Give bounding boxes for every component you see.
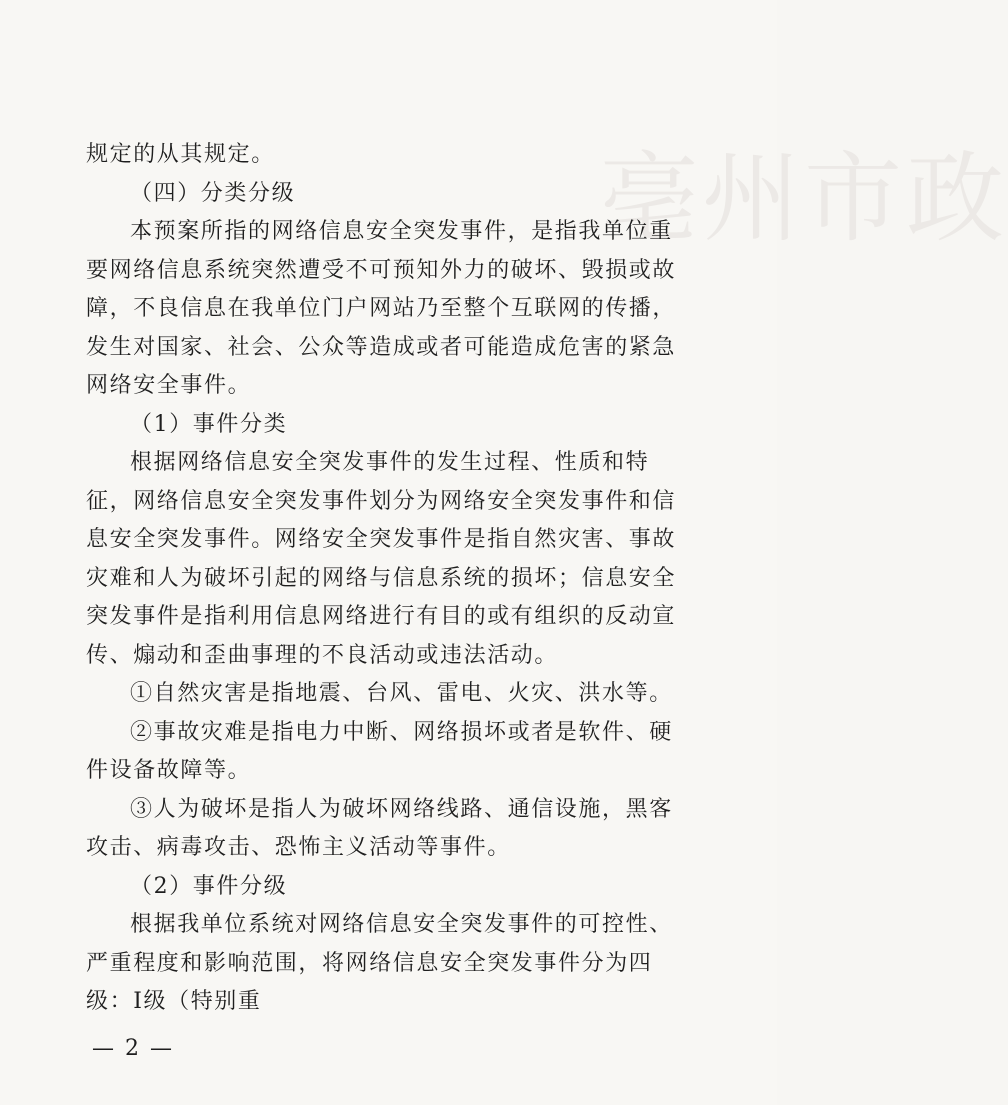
list-item: ②事故灾难是指电力中断、网络损坏或者是软件、硬件设备故障等。 bbox=[86, 719, 673, 783]
list-item: ①自然灾害是指地震、台风、雷电、火灾、洪水等。 bbox=[130, 681, 673, 706]
subsection-heading: （1）事件分类 bbox=[130, 411, 288, 437]
body-text bbox=[86, 136, 696, 1022]
paragraph: 根据我单位系统对网络信息安全突发事件的可控性、严重程度和影响范围，将网络信息安全突发事件分为四级：Ⅰ级（特别重 bbox=[86, 912, 673, 1014]
watermark: 亳州市政 bbox=[600, 142, 1008, 256]
section-heading: （四）分类分级 bbox=[130, 180, 296, 206]
paragraph: 根据网络信息安全突发事件的发生过程、性质和特征，网络信息安全突发事件划分为网络安全突发事件和信息安全突发事件。网络安全突发事件是指自然灾害、事故灾难和人为破坏引起的网络与信息系统的损坏；信息安全突发事件是指利用信息网络进行有目的或有组织的反动宣传、煽动和歪曲事理的不良活动或违法活动。 bbox=[86, 450, 677, 668]
list-item: ③人为破坏是指人为破坏网络线路、通信设施，黑客攻击、病毒攻击、恐怖主义活动等事件。 bbox=[86, 796, 673, 860]
paragraph: 规定的从其规定。 bbox=[86, 142, 275, 167]
subsection-heading: （2）事件分级 bbox=[130, 873, 288, 899]
page-number: — 2 — bbox=[92, 1036, 174, 1061]
paragraph: 本预案所指的网络信息安全突发事件，是指我单位重要网络信息系统突然遭受不可预知外力的破坏、毁损或故障，不良信息在我单位门户网站乃至整个互联网的传播，发生对国家、社会、公众等造成或者可能造成危害的紧急网络安全事件。 bbox=[86, 219, 677, 398]
